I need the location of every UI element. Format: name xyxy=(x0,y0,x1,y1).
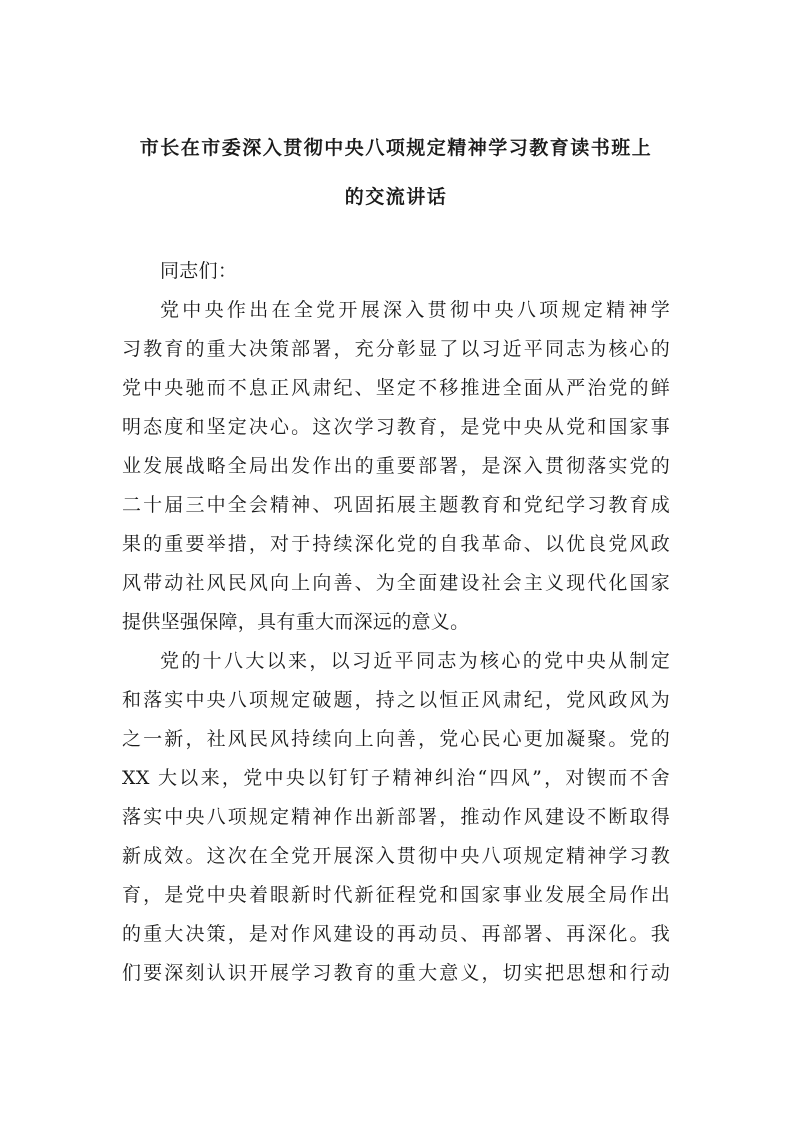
paragraph-line: 落实中央八项规定精神作出新部署，推动作风建设不断取得 xyxy=(122,806,670,828)
paragraph-line: 之一新，社风民风持续向上向善，党心民心更加凝聚。党的 xyxy=(122,728,670,750)
document-body xyxy=(122,252,670,993)
paragraph-line: 明态度和坚定决心。这次学习教育，是党中央从党和国家事 xyxy=(122,416,670,438)
paragraph-line: 党中央驰而不息正风肃纪、坚定不移推进全面从严治党的鲜 xyxy=(122,377,670,399)
paragraph-line: 和落实中央八项规定破题，持之以恒正风肃纪，党风政风为 xyxy=(122,689,670,711)
paragraph-line: 的重大决策，是对作风建设的再动员、再部署、再深化。我 xyxy=(122,923,670,945)
paragraph-line: 提供坚强保障，具有重大而深远的意义。 xyxy=(122,611,470,633)
paragraph-line: 果的重要举措，对于持续深化党的自我革命、以优良党风政 xyxy=(122,533,670,555)
document-title-line-1: 市长在市委深入贯彻中央八项规定精神学习教育读书班上 xyxy=(139,137,653,159)
paragraph-line: 党的十八大以来，以习近平同志为核心的党中央从制定 xyxy=(160,650,670,672)
paragraph-line: 党中央作出在全党开展深入贯彻中央八项规定精神学 xyxy=(160,299,670,321)
paragraph-line: 二十届三中全会精神、巩固拓展主题教育和党纪学习教育成 xyxy=(122,494,670,516)
paragraph-1 xyxy=(122,291,670,642)
paragraph-line: 习教育的重大决策部署，充分彰显了以习近平同志为核心的 xyxy=(122,338,670,360)
paragraph-2 xyxy=(122,642,670,993)
paragraph-line: 业发展战略全局出发作出的重要部署，是深入贯彻落实党的 xyxy=(122,455,670,477)
document-title-line-2: 的交流讲话 xyxy=(344,186,448,208)
paragraph-line: XX 大以来，党中央以钉钉子精神纠治“四风”，对锲而不舍 xyxy=(122,767,670,789)
paragraph-line: 育，是党中央着眼新时代新征程党和国家事业发展全局作出 xyxy=(122,884,670,906)
paragraph-line: 风带动社风民风向上向善、为全面建设社会主义现代化国家 xyxy=(122,572,670,594)
salutation: 同志们： xyxy=(160,260,238,282)
paragraph-line: 们要深刻认识开展学习教育的重大意义，切实把思想和行动 xyxy=(122,962,670,984)
paragraph-line: 新成效。这次在全党开展深入贯彻中央八项规定精神学习教 xyxy=(122,845,670,867)
